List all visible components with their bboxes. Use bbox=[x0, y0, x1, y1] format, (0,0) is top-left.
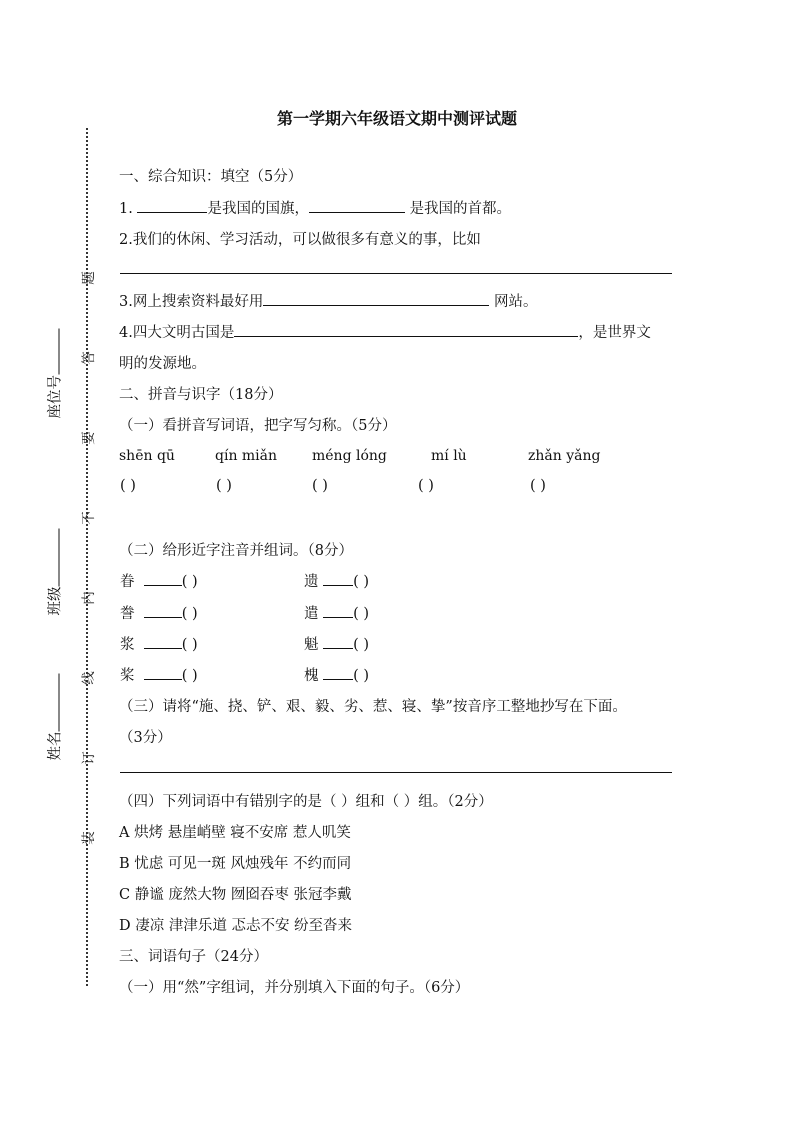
option-a: A 烘烤 悬崖峭壁 寝不安席 惹人叽笑 bbox=[119, 825, 351, 841]
option-d: D 凄凉 津津乐道 忑忐不安 纷至沓来 bbox=[119, 918, 353, 934]
capital-blank[interactable] bbox=[309, 197, 405, 213]
name-field[interactable] bbox=[44, 681, 65, 761]
seat-number-label: 座位号 bbox=[47, 375, 64, 419]
char-row-2-right: 遣 ( ) bbox=[304, 602, 369, 623]
pinyin-4: mí lù bbox=[431, 448, 467, 464]
margin-mark-3: 要 bbox=[80, 431, 97, 445]
part-2-1-heading: （一）看拼音写词语，把字写匀称。（5分） bbox=[119, 418, 397, 434]
pinyin-1: shēn qū bbox=[119, 448, 175, 464]
char-row-1-right: 遗 ( ) bbox=[304, 570, 369, 591]
part-3-1-heading: （一）用“然”字组词，并分别填入下面的句子。（6分） bbox=[119, 980, 470, 996]
pinyin-2: qín miǎn bbox=[215, 448, 278, 464]
char-row-4-left: 桨 ( ) bbox=[120, 664, 198, 685]
pinyin-blank[interactable] bbox=[323, 571, 353, 586]
margin-mark-2: 答 bbox=[80, 351, 97, 365]
margin-mark-5: 内 bbox=[80, 591, 97, 605]
part-2-3-answer-line[interactable] bbox=[120, 772, 672, 773]
pinyin-5: zhǎn yǎng bbox=[528, 448, 601, 464]
pinyin-blank[interactable] bbox=[144, 634, 182, 649]
part-2-4-heading: （四）下列词语中有错别字的是（ ）组和（ ）组。（2分） bbox=[119, 794, 493, 810]
civilizations-blank[interactable] bbox=[234, 321, 578, 337]
char-row-3-left: 浆 ( ) bbox=[120, 633, 198, 654]
website-blank[interactable] bbox=[263, 290, 489, 306]
pinyin-blank[interactable] bbox=[144, 571, 182, 586]
question-4: 4.四大文明古国是 ，是世界文 bbox=[119, 321, 651, 342]
answer-box-1[interactable]: ( ) bbox=[120, 478, 136, 494]
pinyin-blank[interactable] bbox=[323, 665, 353, 680]
question-2: 2.我们的休闲、学习活动，可以做很多有意义的事，比如 bbox=[119, 232, 481, 248]
answer-box-5[interactable]: ( ) bbox=[530, 478, 546, 494]
binding-dotted-line bbox=[86, 128, 88, 986]
pinyin-blank[interactable] bbox=[144, 603, 182, 618]
class-field[interactable] bbox=[44, 536, 65, 616]
option-b: B 忧虑 可见一斑 风烛残年 不约而同 bbox=[119, 856, 352, 872]
section-2-heading: 二、拼音与识字（18分） bbox=[119, 387, 283, 403]
class-blank[interactable] bbox=[45, 529, 60, 587]
question-1: 1. 是我国的国旗， 是我国的首都。 bbox=[119, 197, 511, 218]
char-row-1-left: 眷 ( ) bbox=[120, 570, 198, 591]
page-title: 第一学期六年级语文期中测评试题 bbox=[276, 109, 517, 128]
question-4-continued: 明的发源地。 bbox=[119, 356, 206, 372]
margin-mark-7: 订 bbox=[80, 751, 97, 765]
name-blank[interactable] bbox=[45, 674, 60, 732]
margin-mark-4: 不 bbox=[80, 511, 97, 525]
answer-box-4[interactable]: ( ) bbox=[418, 478, 434, 494]
margin-mark-8: 装 bbox=[80, 831, 97, 845]
pinyin-3: méng lóng bbox=[312, 448, 387, 464]
part-2-3-heading: （三）请将“施、挠、铲、艰、毅、劣、惹、寝、挚”按音序工整地抄写在下面。 bbox=[119, 699, 627, 715]
part-2-2-heading: （二）给形近字注音并组词。（8分） bbox=[119, 543, 353, 559]
name-label: 姓名 bbox=[47, 731, 64, 761]
class-label: 班级 bbox=[47, 586, 64, 616]
answer-box-2[interactable]: ( ) bbox=[216, 478, 232, 494]
pinyin-blank[interactable] bbox=[323, 634, 353, 649]
answer-box-3[interactable]: ( ) bbox=[312, 478, 328, 494]
char-row-4-right: 槐 ( ) bbox=[304, 664, 369, 685]
question-3: 3.网上搜索资料最好用 网站。 bbox=[119, 290, 537, 311]
section-1-heading: 一、综合知识：填空（5分） bbox=[119, 169, 303, 185]
seat-number-blank[interactable] bbox=[45, 329, 60, 375]
part-2-3-score: （3分） bbox=[119, 730, 172, 746]
char-row-2-left: 誊 ( ) bbox=[120, 602, 198, 623]
pinyin-blank[interactable] bbox=[144, 665, 182, 680]
char-row-3-right: 魁 ( ) bbox=[304, 633, 369, 654]
margin-mark-6: 线 bbox=[80, 671, 97, 685]
flag-blank[interactable] bbox=[137, 197, 207, 213]
seat-number-field[interactable] bbox=[44, 339, 65, 419]
margin-mark-1: 题 bbox=[80, 271, 97, 285]
option-c: C 静谧 庞然大物 囫囵吞枣 张冠李戴 bbox=[119, 887, 352, 903]
pinyin-blank[interactable] bbox=[323, 603, 353, 618]
section-3-heading: 三、词语句子（24分） bbox=[119, 949, 268, 965]
question-2-answer-line[interactable] bbox=[120, 273, 672, 274]
